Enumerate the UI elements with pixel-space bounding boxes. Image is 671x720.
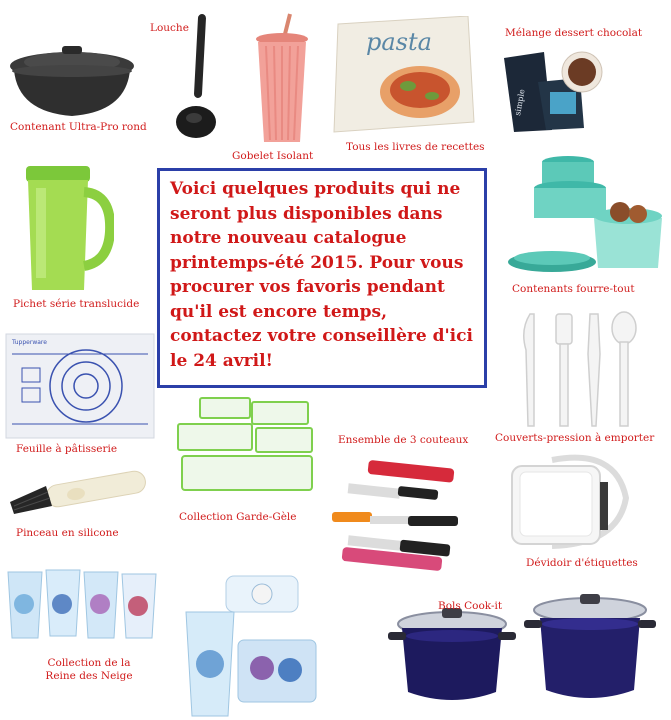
label-recipe-books: Tous les livres de recettes: [346, 141, 485, 153]
silicone-brush-image: [6, 468, 148, 522]
label-ladle: Louche: [150, 22, 189, 34]
pastry-sheet-brand: Tupperware: [12, 339, 47, 346]
pitcher-image: [18, 162, 114, 296]
insulated-tumbler-image: [250, 12, 314, 148]
chocolate-dessert-mix-image: [500, 46, 610, 132]
svg-text:simple: simple: [513, 88, 527, 117]
label-label-dispenser: Dévidoir d'étiquettes: [526, 557, 638, 569]
frozen-tumblers-image: [4, 566, 160, 642]
knife-set-image: [328, 460, 478, 578]
pasta-book-title: pasta: [366, 28, 432, 56]
cook-it-bowls-image: [384, 588, 662, 708]
label-chocolate-dessert-mix: Mélange dessert chocolat: [505, 27, 643, 39]
label-dispenser-image: [508, 452, 638, 550]
discontinued-notice-text: Voici quelques produits qui ne seront plus disponibles dans notre nouveau catalogue printemps-été 2015. Pour vous procurer vos favoris pendant qu'il est encore temps, contactez votre conseillère d'ici le 24 avril!: [170, 179, 473, 371]
frozen-lunch-set-image: [178, 572, 320, 720]
ultra-pro-container-image: [4, 38, 139, 120]
freezer-mate-image: [174, 394, 318, 496]
label-pitcher: Pichet série translucide: [13, 298, 140, 310]
label-pastry-sheet: Feuille à pâtisserie: [16, 443, 118, 455]
all-purpose-containers-image: [508, 150, 668, 282]
label-insulated-tumbler: Gobelet Isolant: [232, 150, 314, 162]
label-frozen-collection-line1: Collection de la: [47, 657, 131, 669]
discontinued-notice-box: [157, 168, 487, 388]
label-knife-set: Ensemble de 3 couteaux: [338, 434, 469, 446]
label-silicone-brush: Pinceau en silicone: [16, 527, 119, 539]
label-freezer-mate-collection: Collection Garde-Gèle: [179, 511, 297, 523]
label-cutlery-to-go: Couverts-pression à emporter: [495, 432, 655, 444]
recipe-book-image: [328, 16, 476, 136]
label-all-purpose-containers: Contenants fourre-tout: [512, 283, 635, 295]
label-ultra-pro-container: Contenant Ultra-Pro rond: [10, 121, 147, 133]
cutlery-to-go-image: [512, 310, 652, 432]
label-frozen-collection: [40, 657, 138, 683]
label-frozen-collection-line2: Reine des Neige: [45, 670, 133, 682]
pastry-sheet-image: [4, 332, 156, 440]
label-cook-it-bowls: Bols Cook-it: [438, 600, 503, 612]
